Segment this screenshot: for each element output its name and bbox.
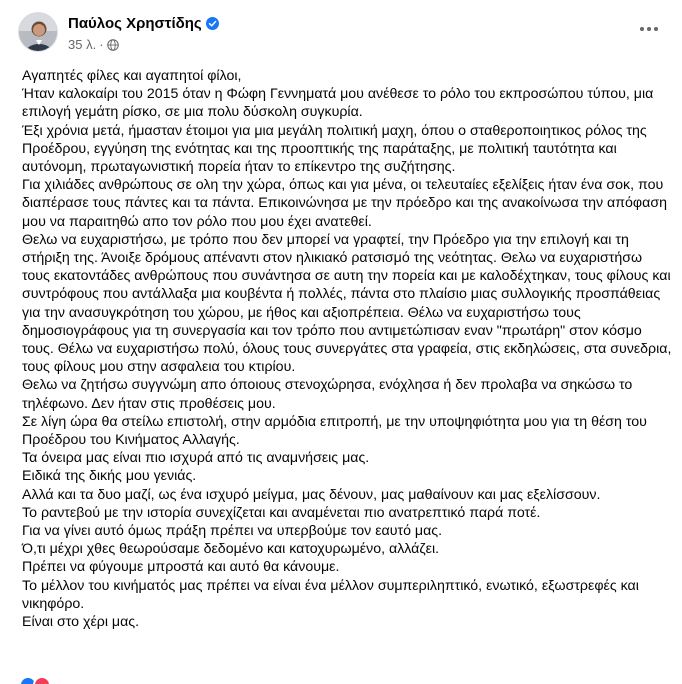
post-line: Ό,τι μέχρι χθες θεωρούσαμε δεδομένο και κατοχυρωμένο, αλλάζει. xyxy=(22,541,440,558)
post-line: Είναι στο χέρι μας. xyxy=(22,614,140,631)
post-time[interactable]: 35 λ. xyxy=(68,37,97,52)
avatar-icon xyxy=(19,13,58,52)
author-name[interactable]: Παύλος Χρηστίδης xyxy=(68,15,202,32)
author-name-row xyxy=(68,14,219,34)
post-line: Θελω να ζητήσω συγγνώμη απο όποιους στενοχώρησα, ενόχλησα ή δεν προλαβα να σηκώσω το τηλέφωνο. Δεν ήταν στις προθέσεις μου. xyxy=(22,377,633,412)
post-line: Για χιλιάδες ανθρώπους σε ολη την χώρα, όπως και για μένα, οι τελευταίες εξελίξεις ήταν ένα σοκ, που διαπέρασε τους πάντες και τα πάντα. Επικοινώνησα με την πρόεδρο και της ανακοίνωσα την απόφαση μου να παραιτηθώ απο τον ρόλο που μου έχει ανατεθεί. xyxy=(22,177,667,230)
post-line: Για να γίνει αυτό όμως πράξη πρέπει να υπερβούμε τον εαυτό μας. xyxy=(22,523,443,540)
post-text xyxy=(22,67,672,631)
verified-badge-icon xyxy=(206,16,219,29)
post-line: Ήταν καλοκαίρι του 2015 όταν η Φώφη Γεννηματά μου ανέθεσε το ρόλο του εκπροσώπου τύπου, μια επιλογή γεμάτη ρίσκο, σε μια πολυ δύσκολη συγκυρία. xyxy=(22,86,654,121)
post-line: Αγαπητές φίλες και αγαπητοί φίλοι, xyxy=(22,68,242,84)
post-line: Το μέλλον του κινήματός μας πρέπει να είναι ένα μέλλον συμπεριληπτικό, ενωτικό, εξωστρεφές και νικηφόρο. xyxy=(22,577,639,612)
more-horizontal-icon xyxy=(640,27,644,31)
post-line: Αλλά και τα δυο μαζί, ως ένα ισχυρό μείγμα, μας δένουν, μας μαθαίνουν και μας εξελίσσουν. xyxy=(22,486,601,503)
post-line: Σε λίγη ώρα θα στείλω επιστολή, στην αρμόδια επιτροπή, με την υποψηφιότητα μου για τη θέση του Προέδρου του Κινήματος Αλλαγής. xyxy=(22,413,647,449)
post-header xyxy=(18,10,664,58)
author-avatar[interactable] xyxy=(18,12,58,52)
globe-icon[interactable] xyxy=(107,39,119,51)
post-line: Πρέπει να φύγουμε μπροστά και αυτό θα κάνουμε. xyxy=(22,559,340,576)
post-line: Ειδικά της δικής μου γενιάς. xyxy=(22,468,197,485)
post-line: Θελω να ευχαριστήσω, με τρόπο που δεν μπορεί να γραφτεί, την Πρόεδρο για την επιλογή και τη στήριξη της. Άνοιξε δρόμους απέναντι στον ηλικιακό ρατσισμό της νεότητας. Θελω να ευχαριστήσω τους εκατοντάδες ανθρώπους που συνάντησα σε αυτη την πορεία και με καλοδέχτηκαν, τους φίλους και συντρόφους που αντάλλαξα μια κουβέντα ή πολλές, πάντα στο πλαίσιο μιας συλλογικής προσπάθειας για την ανασυγκρότηση του χώρου, με ήθος και αξιοπρέπεια. Θέλω να ευχαριστήσω τους δημοσιογράφους για τη συνεργασία και τον τρόπο που αντιμετώπισαν εναν "πρωτάρη" στον κόσμο τους. Θέλω να ευχαριστήσω πολύ, όλους τους συνεργάτες στα γραφεία, στις εκδηλώσεις, στα συνεδρια, τους φίλους μου στην ασφαλεια του κτιρίου. xyxy=(22,231,672,376)
post-line: Τα όνειρα μας είναι πιο ισχυρά από τις αναμνήσεις μας. xyxy=(22,450,370,467)
more-options-button[interactable] xyxy=(634,14,664,44)
post-line: Έξι χρόνια μετά, ήμασταν έτοιμοι για μια μεγάλη πολιτική μαχη, όπου ο σταθεροποιητικος ρόλος της Προέδρου, εγγύηση της ενότητας και της προοπτικής της παράταξης, με πολιτική ταυτότητα και αυτόνομη, πρωταγωνιστική πορεία ήταν το επίκεντρο της συζήτησης. xyxy=(22,122,647,176)
love-reaction-icon xyxy=(33,676,51,684)
meta-separator: · xyxy=(99,37,104,52)
post-meta xyxy=(68,37,119,53)
post-line: Το ραντεβού με την ιστορία συνεχίζεται και αναμένεται πιο ανατρεπτικό παρά ποτέ. xyxy=(22,504,541,521)
